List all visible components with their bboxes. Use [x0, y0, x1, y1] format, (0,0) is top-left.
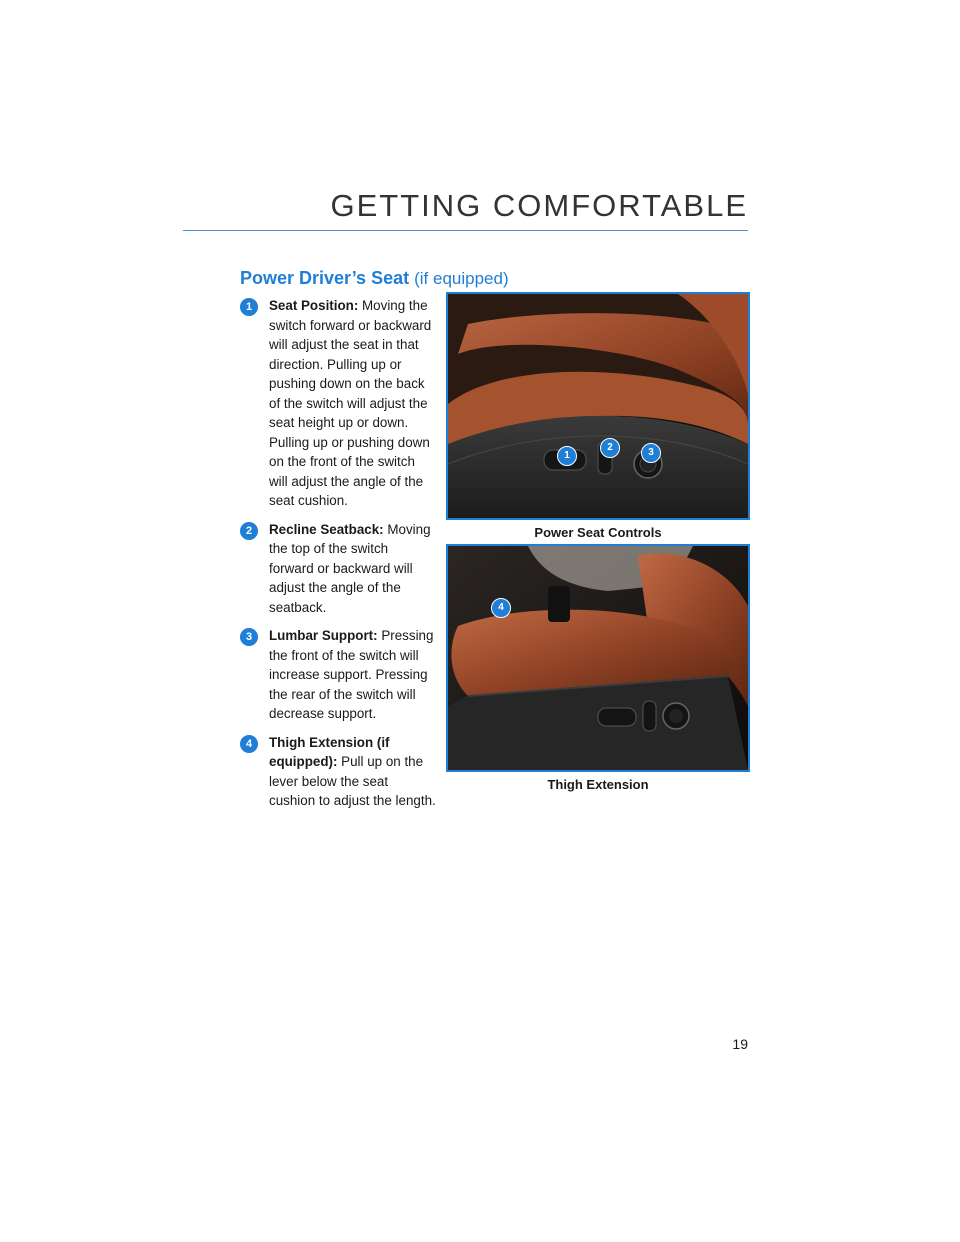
seat-illustration	[448, 294, 748, 518]
item-number-badge: 3	[240, 628, 258, 646]
power-seat-controls-photo	[446, 292, 750, 520]
item-number-badge: 1	[240, 298, 258, 316]
item-term: Seat Position:	[269, 298, 359, 313]
page-heading	[240, 268, 509, 289]
instruction-list	[240, 296, 436, 820]
list-item	[240, 626, 436, 724]
seat-illustration	[448, 546, 748, 770]
section-divider	[183, 230, 748, 231]
list-item	[240, 520, 436, 618]
list-item	[240, 733, 436, 811]
item-number-badge: 2	[240, 522, 258, 540]
callout-marker: 2	[600, 438, 620, 458]
figure-caption: Power Seat Controls	[534, 525, 662, 540]
list-item	[240, 296, 436, 511]
thigh-extension-photo	[446, 544, 750, 772]
item-text: Pull up on the lever below the seat cushion to adjust the length.	[269, 754, 436, 808]
page-number: 19	[732, 1036, 748, 1052]
item-term: Thigh Extension (if equipped):	[269, 734, 390, 769]
section-title: GETTING COMFORTABLE	[330, 188, 748, 223]
heading-subtitle: (if equipped)	[414, 269, 509, 288]
item-text: Moving the switch forward or backward will adjust the seat in that direction. Pulling up or pushing down on the back of the switch will adjust the seat height up or down. Pulling up or pushing down on the front of the switch will adjust the angle of the seat cushion.	[269, 298, 432, 508]
figure-caption: Thigh Extension	[547, 777, 649, 792]
item-number-badge: 4	[240, 735, 258, 753]
item-text: Moving the top of the switch forward or backward will adjust the angle of the seatback.	[269, 521, 431, 615]
item-term: Recline Seatback:	[269, 521, 384, 537]
item-text: Pressing the front of the switch will increase support. Pressing the rear of the switch will decrease support.	[269, 628, 434, 721]
item-term: Lumbar Support:	[269, 628, 378, 643]
callout-marker: 1	[557, 446, 577, 466]
callout-marker: 4	[491, 598, 511, 618]
heading-title: Power Driver’s Seat	[240, 268, 410, 288]
callout-marker: 3	[641, 443, 661, 463]
